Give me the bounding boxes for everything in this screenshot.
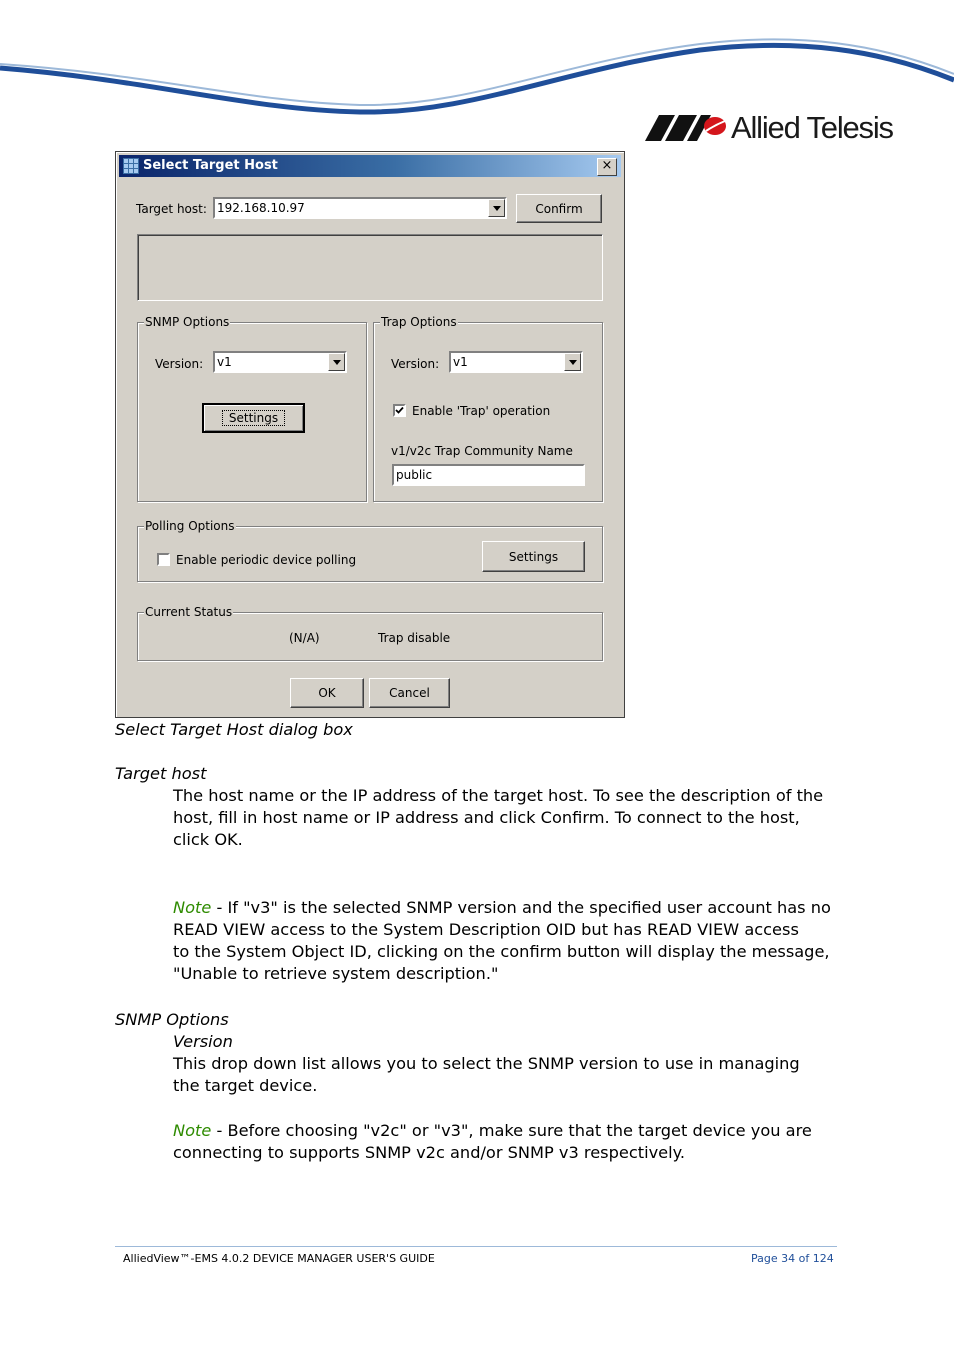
snmp-options-heading: SNMP Options <box>115 1010 229 1029</box>
community-label: v1/v2c Trap Community Name <box>391 444 573 458</box>
figure-caption: Select Target Host dialog box <box>115 720 353 739</box>
polling-settings-label: Settings <box>508 549 559 564</box>
checkmark-icon <box>395 406 404 415</box>
enable-trap-checkbox[interactable] <box>393 404 406 417</box>
snmp-options-title: SNMP Options <box>145 315 230 329</box>
snmp-version-label: Version: <box>155 357 204 371</box>
current-status-group <box>137 605 603 661</box>
snmp-version-select[interactable] <box>213 351 347 373</box>
chevron-down-icon[interactable] <box>328 353 345 371</box>
brand-logo <box>645 108 893 148</box>
trap-version-value: v1 <box>453 355 468 369</box>
ok-button[interactable] <box>290 678 364 708</box>
trap-version-select[interactable] <box>449 351 583 373</box>
note-2-text: - Before choosing "v2c" or "v3", make sure that the target device you are <box>211 1121 812 1140</box>
target-host-value: 192.168.10.97 <box>217 201 305 215</box>
ok-label: OK <box>318 686 336 700</box>
host-description-area <box>137 234 603 301</box>
version-paragraph-line-2: the target device. <box>173 1076 318 1095</box>
brand-name: Allied Telesis <box>731 110 893 145</box>
confirm-button-label: Confirm <box>535 201 583 216</box>
close-icon: × <box>601 158 613 173</box>
note-label: Note <box>173 1121 212 1140</box>
note-1-line-2: READ VIEW access to the System Description OID but has READ VIEW access <box>173 920 799 939</box>
note-1-line-1 <box>173 897 831 920</box>
trap-status-value: Trap disable <box>378 631 451 645</box>
note-label: Note <box>173 898 212 917</box>
polling-settings-button[interactable] <box>482 541 585 572</box>
trap-options-group <box>373 315 603 502</box>
snmp-settings-label: Settings <box>222 410 285 426</box>
target-host-label: Target host: <box>136 202 207 216</box>
dialog-title: Select Target Host <box>143 158 278 173</box>
target-host-paragraph-line-2: host, fill in host name or IP address and click Confirm. To connect to the host, <box>173 808 800 827</box>
cancel-button[interactable] <box>369 678 450 708</box>
community-name-input[interactable] <box>392 464 585 486</box>
note-2-line-1 <box>173 1120 812 1143</box>
note-1-line-4: "Unable to retrieve system description." <box>173 964 499 983</box>
footer-divider <box>115 1246 837 1247</box>
chevron-down-icon[interactable] <box>564 353 581 371</box>
target-host-heading: Target host <box>115 764 207 783</box>
snmp-options-group <box>137 315 367 502</box>
note-2-line-2: connecting to supports SNMP v2c and/or SNMP v3 respectively. <box>173 1143 686 1162</box>
close-button[interactable] <box>597 158 617 176</box>
polling-options-title: Polling Options <box>145 519 235 533</box>
select-target-host-dialog <box>115 151 625 718</box>
trap-version-label: Version: <box>391 357 440 371</box>
note-1-text: - If "v3" is the selected SNMP version and the specified user account has no <box>211 898 831 917</box>
target-host-paragraph-line-3: click OK. <box>173 830 243 849</box>
footer-guide-title: AlliedView™-EMS 4.0.2 DEVICE MANAGER USER'S GUIDE <box>123 1252 435 1265</box>
current-status-title: Current Status <box>145 605 233 619</box>
version-paragraph-line-1: This drop down list allows you to select the SNMP version to use in managing <box>173 1054 800 1073</box>
community-name-value: public <box>396 468 433 482</box>
status-value: (N/A) <box>289 631 320 645</box>
snmp-settings-button[interactable] <box>202 403 305 433</box>
confirm-button[interactable] <box>516 194 602 223</box>
chevron-down-icon[interactable] <box>488 199 505 217</box>
enable-trap-label: Enable 'Trap' operation <box>412 404 551 418</box>
dialog-titlebar[interactable] <box>119 155 621 177</box>
target-host-combobox[interactable] <box>213 197 507 219</box>
enable-polling-checkbox[interactable] <box>157 553 170 566</box>
snmp-version-value: v1 <box>217 355 232 369</box>
trap-options-title: Trap Options <box>381 315 457 329</box>
polling-options-group <box>137 519 603 582</box>
footer-page-number: Page 34 of 124 <box>751 1252 834 1265</box>
version-heading: Version <box>173 1032 233 1051</box>
note-1-line-3: to the System Object ID, clicking on the confirm button will display the message, <box>173 942 830 961</box>
enable-polling-label: Enable periodic device polling <box>176 553 357 567</box>
target-host-paragraph-line-1: The host name or the IP address of the target host. To see the description of the <box>173 786 824 805</box>
app-grid-icon <box>123 158 139 174</box>
cancel-label: Cancel <box>389 686 430 700</box>
allied-telesis-logo-icon <box>645 115 727 141</box>
